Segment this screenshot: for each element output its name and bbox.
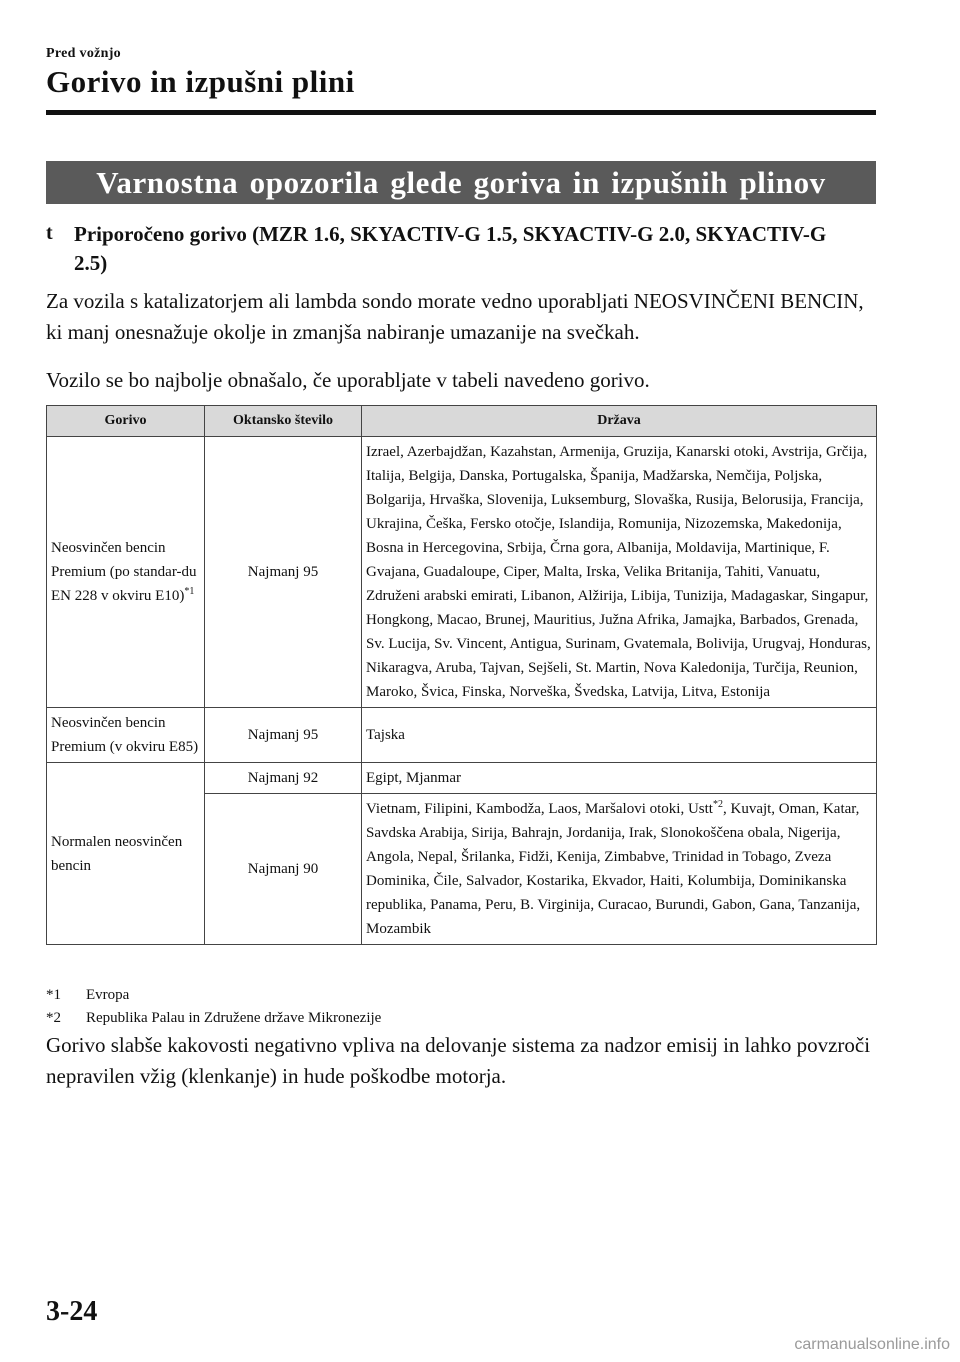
chapter-title: Gorivo in izpušni plini [46,64,355,99]
country-cell [362,794,877,945]
octane-cell: Najmanj 95 [205,437,362,708]
fuel-cell [47,437,205,708]
table-row [47,437,877,708]
octane-cell: Najmanj 92 [205,763,362,794]
breadcrumb: Pred vožnjo [46,46,121,61]
table-intro-paragraph: Vozilo se bo najbolje obnašalo, če uporabljate v tabeli navedeno gorivo. [46,368,650,392]
section-banner [46,161,876,204]
country-list-continued: , Kuvajt, Oman, Katar, Savdska Arabija, Sirija, Bahrajn, Jordanija, Irak, Slonokoščena obala, Nigerija, Angola, Nepal, Šrilanka, Fidži, Kenija, Zimbabve, Trinidad in Tobago, Zveza Dominika, Čile, Salvador, Kostarika, Ekvador, Haiti, Kolumbija, Dominikanska republika, Panama, Peru, B. Virginija, Curacao, Burundi, Gabon, Gana, Tanzanija, Mozambik [366,801,861,937]
octane-cell: Najmanj 95 [205,708,362,763]
column-header-fuel: Gorivo [47,406,205,437]
table-row [47,708,877,763]
footnote-ref: *2 [712,799,723,810]
table-header-row [47,406,877,437]
country-list: Vietnam, Filipini, Kambodža, Laos, Maršalovi otoki, Ustt [366,801,713,817]
page-number: 3-24 [46,1296,98,1327]
footnote-ref: *1 [184,586,195,597]
country-cell: Izrael, Azerbajdžan, Kazahstan, Armenija, Gruzija, Kanarski otoki, Avstrija, Grčija, Italija, Belgija, Danska, Portugalska, Španija, Madžarska, Nemčija, Poljska, Bolgarija, Hrvaška, Slovenija, Luksemburg, Slovaška, Rusija, Belorusija, Francija, Ukrajina, Češka, Fersko otočje, Islandija, Romunija, Nizozemska, Makedonija, Bosna in Hercegovina, Srbija, Črna gora, Albanija, Moldavija, Martinique, F. Gvajana, Guadaloupe, Ciper, Malta, Irska, Velika Britanija, Tahiti, Vanuatu, Združeni arabski emirati, Libanon, Alžirija, Libija, Tunizija, Madagaskar, Singapur, Hongkong, Macao, Brunej, Mauritius, Južna Afrika, Jamajka, Barbados, Grenada, Sv. Lucija, Sv. Vincent, Antigua, Surinam, Gvatemala, Bolivija, Urugvaj, Honduras, Nikaragva, Aruba, Tajvan, Sejšeli, St. Martin, Nova Kaledonija, Turčija, Reunion, Maroko, Švica, Finska, Norveška, Švedska, Latvija, Litva, Estonija [362,437,877,708]
country-cell: Tajska [362,708,877,763]
footnote-mark: *1 [46,987,61,1003]
column-header-country: Država [362,406,877,437]
fuel-cell: Normalen neosvinčen bencin [47,763,205,945]
footnote-text: Republika Palau in Združene države Mikronezije [86,1010,382,1026]
octane-cell: Najmanj 90 [205,794,362,945]
fuel-label: Neosvinčen bencin Premium (po standar-du EN 228 v okviru E10) [51,540,197,604]
footnote [46,1010,381,1027]
bullet-marker-icon: t [46,222,53,244]
bullet-heading: Priporočeno gorivo (MZR 1.6, SKYACTIV-G 1.5, SKYACTIV-G 2.0, SKYACTIV-G 2.5) [74,222,827,275]
fuel-cell: Neosvinčen bencin Premium (v okviru E85) [47,708,205,763]
warning-paragraph: Gorivo slabše kakovosti negativno vpliva na delovanje sistema za nadzor emisij in lahko povzroči nepravilen vžig (klenkanje) in hude poškodbe motorja. [46,1033,871,1088]
footnote [46,987,129,1004]
intro-paragraph: Za vozila s katalizatorjem ali lambda sondo morate vedno uporabljati NEOSVINČENI BENCIN, ki manj onesnažuje okolje in zmanjša nabiranje umazanije na svečkah. [46,289,864,344]
section-title: Varnostna opozorila glede goriva in izpušnih plinov [96,164,826,200]
table-row [47,763,877,794]
footnote-text: Evropa [86,987,130,1003]
footnote-mark: *2 [46,1010,61,1026]
country-cell: Egipt, Mjanmar [362,763,877,794]
column-header-octane: Oktansko število [205,406,362,437]
fuel-table [46,405,877,945]
chapter-divider [46,110,876,115]
watermark: carmanualsonline.info [794,1336,950,1353]
